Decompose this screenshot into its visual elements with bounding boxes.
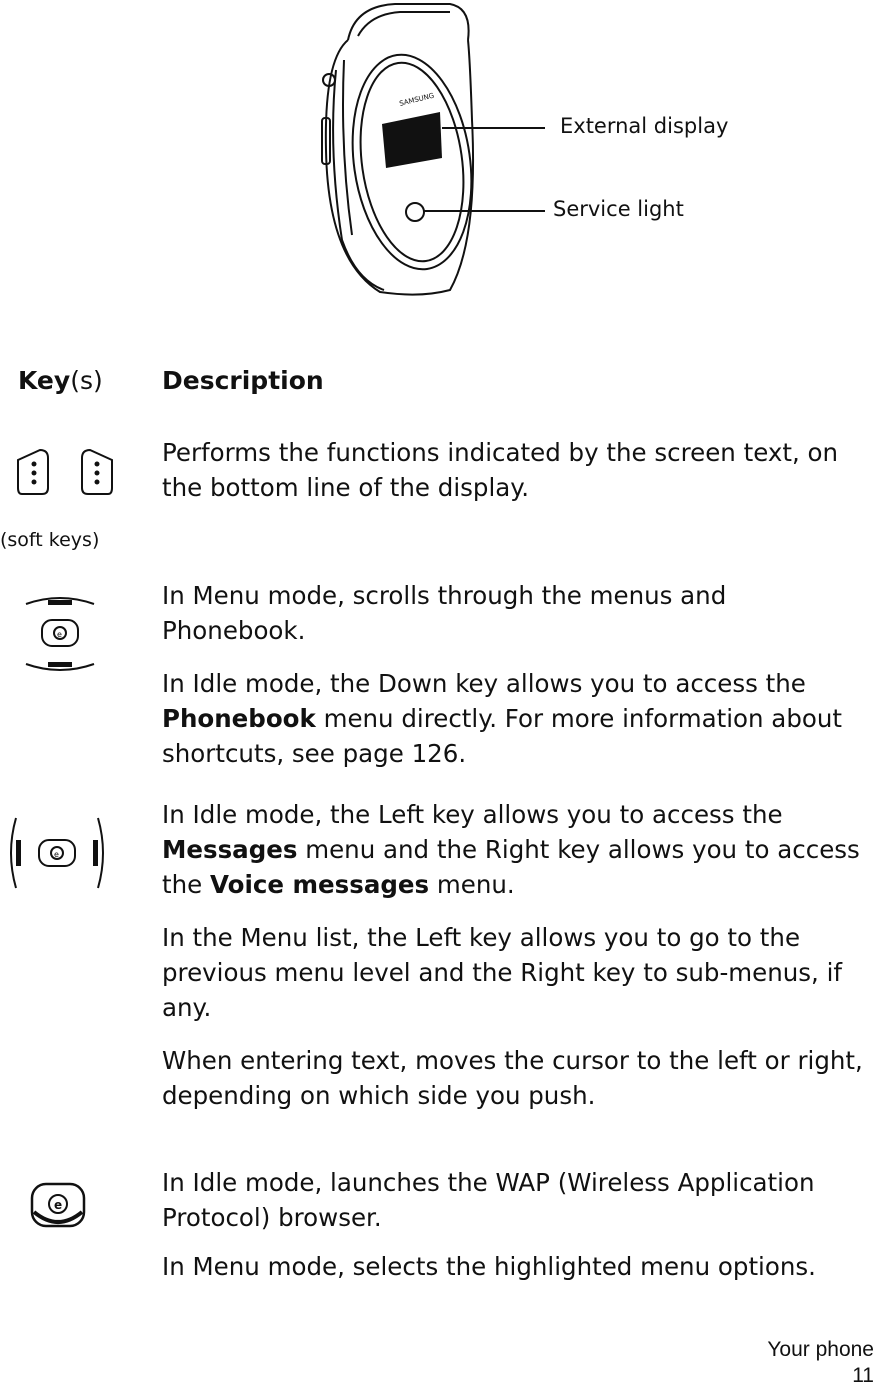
soft-keys-caption: (soft keys) <box>0 529 100 551</box>
row-wap-description <box>162 1165 874 1284</box>
svg-text:e: e <box>54 850 59 859</box>
key-column-header: Key(s) <box>18 366 103 395</box>
paragraph: In Idle mode, the Left key allows you to access the Messages menu and the Right key allows you to access the Voice messages menu. <box>162 800 860 899</box>
row-left-right-description <box>162 797 874 1113</box>
up-down-navigation-key-icon <box>22 590 98 676</box>
row-soft-keys-description <box>162 435 874 505</box>
paragraph: In the Menu list, the Left key allows you to go to the previous menu level and the Right key to sub-menus, if any. <box>162 923 843 1022</box>
svg-text:e: e <box>57 630 62 639</box>
paragraph: Performs the functions indicated by the screen text, on the bottom line of the display. <box>162 438 839 502</box>
left-right-navigation-key-icon <box>4 814 110 892</box>
svg-text:e: e <box>54 1198 63 1212</box>
paragraph: When entering text, moves the cursor to the left or right, depending on which side you push. <box>162 1046 863 1110</box>
row-up-down-description <box>162 578 874 771</box>
description-column-header: Description <box>162 366 324 395</box>
phone-brand-label: SAMSUNG <box>398 91 436 108</box>
paragraph: In Menu mode, scrolls through the menus and Phonebook. <box>162 581 727 645</box>
wap-center-key-icon <box>30 1182 86 1228</box>
page-number: 11 <box>852 1364 874 1387</box>
paragraph: In Idle mode, the Down key allows you to access the Phonebook menu directly. For more information about shortcuts, see page 126. <box>162 669 842 768</box>
soft-keys-icon <box>14 446 118 500</box>
callout-service-light: Service light <box>553 197 684 221</box>
footer-section-title: Your phone <box>767 1338 874 1361</box>
paragraph: In Menu mode, selects the highlighted menu options. <box>162 1252 816 1281</box>
phone-illustration <box>300 0 560 300</box>
callout-external-display: External display <box>560 114 729 138</box>
paragraph: In Idle mode, launches the WAP (Wireless Application Protocol) browser. <box>162 1168 815 1232</box>
